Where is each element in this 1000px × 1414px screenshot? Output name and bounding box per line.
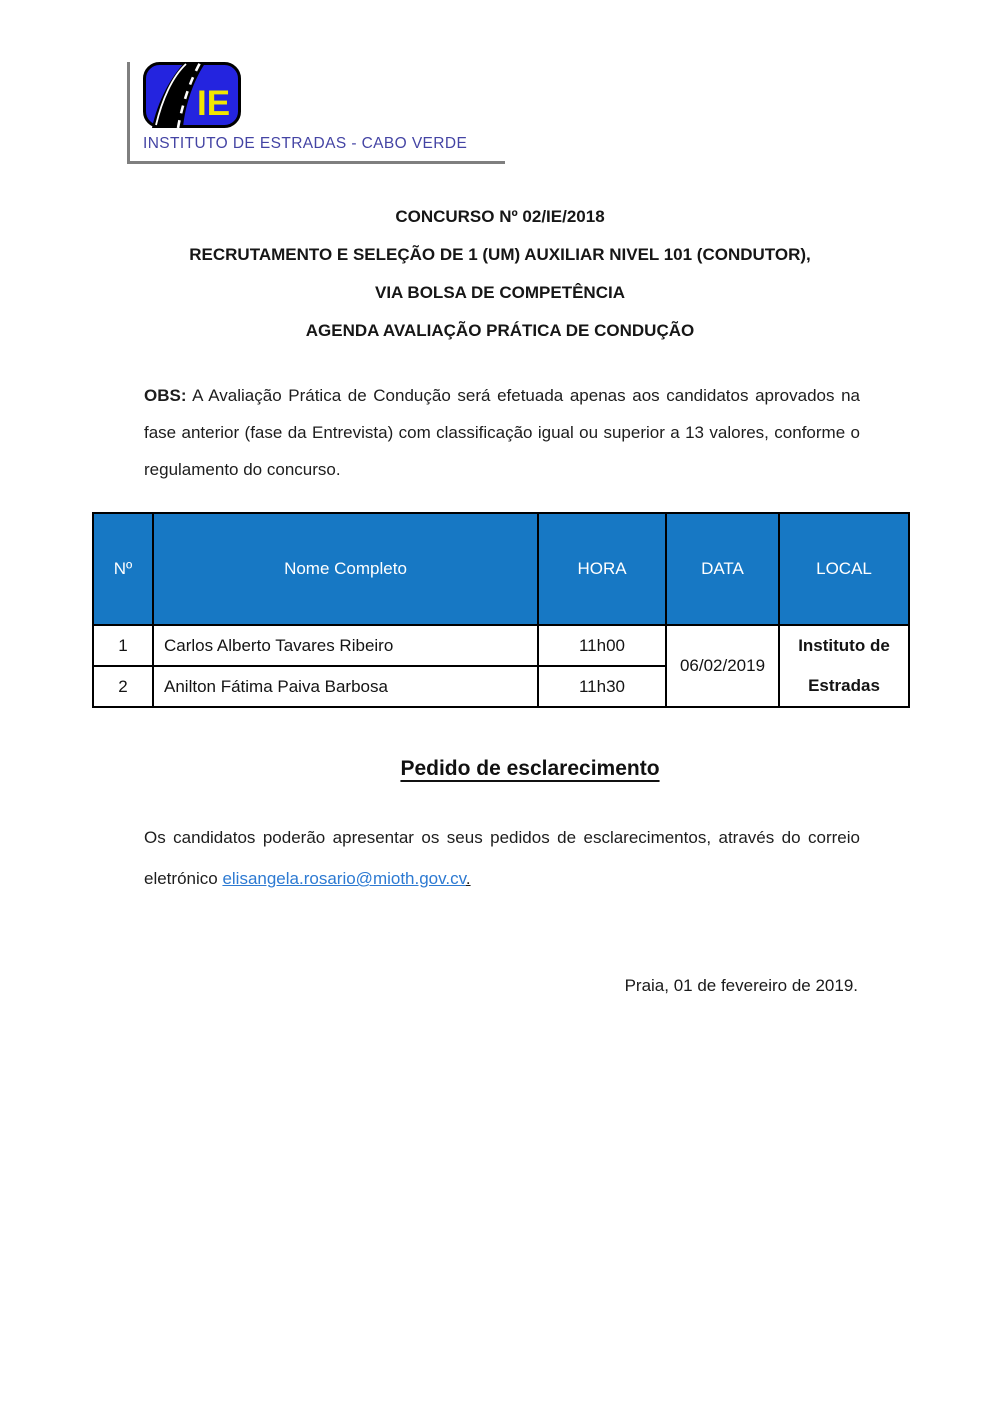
row1-number: 1 (93, 625, 153, 666)
section-heading: Pedido de esclarecimento (400, 757, 660, 780)
table-row (93, 625, 909, 666)
title-line-bolsa: VIA BOLSA DE COMPETÊNCIA (375, 283, 625, 302)
sentence-period: . (465, 869, 471, 888)
obs-label: OBS: (144, 386, 187, 405)
row2-number: 2 (93, 666, 153, 707)
date-line: Praia, 01 de fevereiro de 2019. (624, 976, 858, 995)
local-line1: Instituto de (798, 636, 890, 655)
col-header-numero: Nº (93, 513, 153, 625)
email-link[interactable]: elisangela.rosario@mioth.gov.cv (222, 869, 466, 888)
request-intro-text: Os candidatos poderão apresentar os seus pedidos de esclarecimentos, através do correio eletrónico (144, 828, 860, 888)
title-line-concurso: CONCURSO Nº 02/IE/2018 (395, 207, 605, 226)
schedule-table-wrap (92, 512, 908, 708)
obs-paragraph (144, 377, 860, 488)
row2-hora: 11h30 (538, 666, 666, 707)
local-line2: Estradas (808, 676, 880, 695)
svg-text:IE: IE (197, 84, 231, 123)
ie-roads-logo-icon (143, 62, 241, 128)
table-header-row (93, 513, 909, 625)
col-header-local: LOCAL (779, 513, 909, 625)
col-header-data: DATA (666, 513, 779, 625)
title-block (80, 198, 920, 350)
merged-local-cell (779, 625, 909, 707)
title-line-agenda: AGENDA AVALIAÇÃO PRÁTICA DE CONDUÇÃO (305, 321, 695, 340)
org-name: INSTITUTO DE ESTRADAS - CABO VERDE (143, 135, 468, 152)
merged-data-cell: 06/02/2019 (666, 625, 779, 707)
letterhead (127, 62, 505, 164)
row1-hora: 11h00 (538, 625, 666, 666)
row1-name: Carlos Alberto Tavares Ribeiro (153, 625, 538, 666)
section-heading-wrap (145, 757, 915, 781)
schedule-table (92, 512, 910, 708)
col-header-hora: HORA (538, 513, 666, 625)
obs-text: A Avaliação Prática de Condução será efetuada apenas aos candidatos aprovados na fase anterior (fase da Entrevista) com classificação igual ou superior a 13 valores, conforme o regulamento do concurso. (144, 386, 860, 479)
request-paragraph (144, 817, 860, 899)
title-line-recrutamento: RECRUTAMENTO E SELEÇÃO DE 1 (UM) AUXILIAR NIVEL 101 (CONDUTOR), (189, 245, 811, 264)
col-header-nome: Nome Completo (153, 513, 538, 625)
row2-name: Anilton Fátima Paiva Barbosa (153, 666, 538, 707)
